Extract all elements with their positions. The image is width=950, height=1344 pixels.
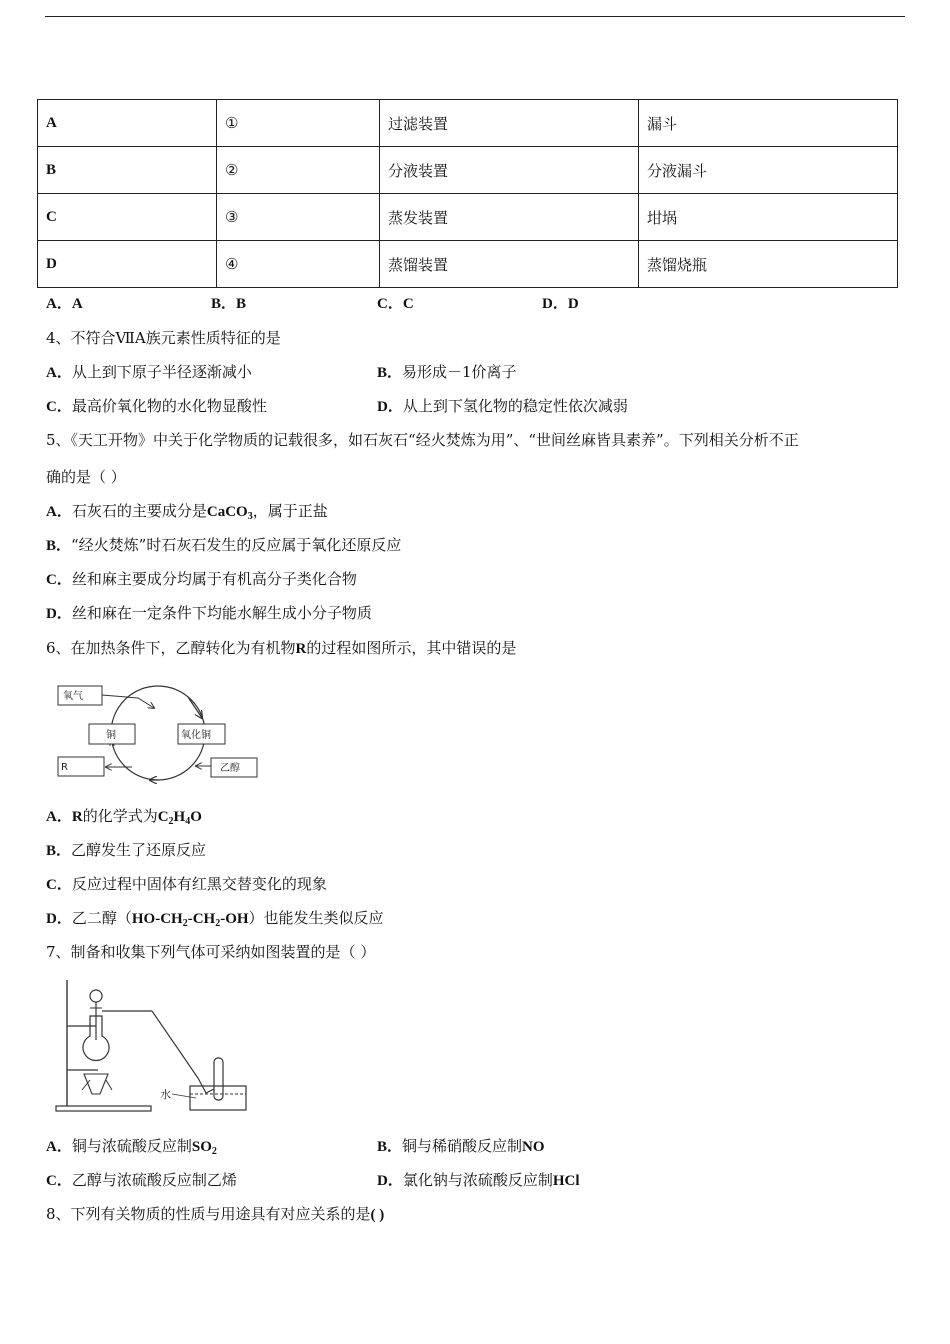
q7-d-pre: 氯化钠与浓硫酸反应制 xyxy=(402,1171,553,1189)
table-cell-key: D xyxy=(38,241,217,288)
q3-option-c[interactable]: C．C xyxy=(377,296,414,312)
q7-d-formula: HCl xyxy=(552,1173,580,1189)
delivery-tube xyxy=(152,1011,214,1093)
q8-stem xyxy=(46,1204,384,1225)
q6-a-c: C xyxy=(157,809,169,825)
options-table xyxy=(37,99,898,288)
funnel-bulb xyxy=(90,990,102,1002)
q6-d-f3: -OH xyxy=(220,911,249,927)
q5-option-a[interactable] xyxy=(46,501,328,522)
gas-apparatus-diagram xyxy=(48,978,263,1118)
q6-option-d[interactable] xyxy=(46,908,384,929)
table-cell-device: 蒸发装置 xyxy=(380,194,639,241)
q4-c-key: C． xyxy=(46,399,72,415)
q7-c-key: C． xyxy=(46,1173,72,1189)
q7-d-key: D． xyxy=(377,1173,403,1189)
q6-a-o: O xyxy=(190,809,202,825)
q6-b-key: B． xyxy=(46,843,72,859)
q4-option-b[interactable] xyxy=(377,362,517,383)
q8-stem-post: ( ) xyxy=(370,1207,385,1223)
q8-stem-pre: 8、下列有关物质的性质与用途具有对应关系的是 xyxy=(46,1205,371,1223)
water-trough xyxy=(190,1086,246,1110)
q6-d-s2: 2 xyxy=(215,918,221,929)
table-row xyxy=(38,100,898,147)
copper-oxide-label: 氧化铜 xyxy=(181,730,211,741)
q5-a-pre: 石灰石的主要成分是 xyxy=(71,502,207,520)
q4-d-text: 从上到下氢化物的稳定性依次减弱 xyxy=(402,397,628,415)
q6-stem-post: 的过程如图所示，其中错误的是 xyxy=(306,639,517,657)
table-cell-tool: 漏斗 xyxy=(639,100,898,147)
q7-a-key: A． xyxy=(46,1139,72,1155)
q6-a-c-sub: 2 xyxy=(168,816,174,827)
q5-b-key: B． xyxy=(46,538,72,554)
q7-option-d[interactable] xyxy=(377,1170,580,1191)
oxygen-label: 氧气 xyxy=(63,691,83,702)
q4-b-key: B． xyxy=(377,365,403,381)
q7-a-formula: SO xyxy=(191,1139,212,1155)
q7-option-b[interactable] xyxy=(377,1136,545,1157)
q6-stem xyxy=(46,638,516,659)
table-row xyxy=(38,241,898,288)
table-cell-key: C xyxy=(38,194,217,241)
q7-b-formula: NO xyxy=(522,1139,545,1155)
oxygen-arrow-icon xyxy=(102,695,154,708)
ethanol-cycle-diagram xyxy=(50,678,265,790)
q6-a-h: H xyxy=(173,809,186,825)
q5-b-text: “经火焚炼”时石灰石发生的反应属于氧化还原反应 xyxy=(71,536,402,554)
q6-stem-pre: 6、在加热条件下，乙醇转化为有机物 xyxy=(46,639,296,657)
q6-b-text: 乙醇发生了还原反应 xyxy=(71,841,207,859)
q6-c-key: C． xyxy=(46,877,72,893)
q6-a-h-sub: 4 xyxy=(185,816,191,827)
table-cell-num: ③ xyxy=(217,194,380,241)
q6-d-f2: -CH xyxy=(187,911,216,927)
q6-option-a[interactable] xyxy=(46,806,202,827)
q3-option-d[interactable]: D．D xyxy=(542,296,579,312)
q4-option-d[interactable] xyxy=(377,396,628,417)
q4-d-key: D． xyxy=(377,399,403,415)
q4-option-a[interactable] xyxy=(46,362,252,383)
q7-b-pre: 铜与稀硝酸反应制 xyxy=(402,1137,523,1155)
q4-b-text: 易形成－1价离子 xyxy=(402,363,517,381)
q5-option-b[interactable] xyxy=(46,535,401,556)
q4-a-text: 从上到下原子半径逐渐减小 xyxy=(71,363,252,381)
q6-d-key: D． xyxy=(46,911,72,927)
q7-c-text: 乙醇与浓硫酸反应制乙烯 xyxy=(71,1171,237,1189)
q6-d-f1: HO-CH xyxy=(131,911,183,927)
q5-option-d[interactable] xyxy=(46,603,372,624)
table-row xyxy=(38,194,898,241)
q6-option-c[interactable] xyxy=(46,874,327,895)
table-cell-key: A xyxy=(38,100,217,147)
table-cell-device: 蒸馏装置 xyxy=(380,241,639,288)
water-pointer xyxy=(172,1094,196,1098)
q6-c-text: 反应过程中固体有红黑交替变化的现象 xyxy=(71,875,327,893)
q6-option-b[interactable] xyxy=(46,840,206,861)
q6-d-post: ）也能发生类似反应 xyxy=(248,909,384,927)
q7-b-key: B． xyxy=(377,1139,403,1155)
table-cell-device: 过滤装置 xyxy=(380,100,639,147)
q5-a-post: ，属于正盐 xyxy=(252,502,328,520)
q5-c-key: C． xyxy=(46,572,72,588)
q5-stem-line1: 5、《天工开物》中关于化学物质的记载很多，如石灰石“经火焚炼为用”、“世间丝麻皆具素养”。下列相关分析不正 xyxy=(46,431,799,449)
r-label: R xyxy=(61,762,68,773)
q5-stem-line2: 确的是（ ） xyxy=(46,468,126,486)
q7-a-sub: 2 xyxy=(211,1146,217,1157)
q4-option-c[interactable] xyxy=(46,396,267,417)
q7-a-pre: 铜与浓硫酸反应制 xyxy=(71,1137,192,1155)
q4-c-text: 最高价氧化物的水化物显酸性 xyxy=(71,397,267,415)
q4-a-key: A． xyxy=(46,365,72,381)
q3-option-a[interactable]: A．A xyxy=(46,296,83,312)
q6-a-mid: 的化学式为 xyxy=(82,807,158,825)
table-cell-device: 分液装置 xyxy=(380,147,639,194)
q4-stem: 4、不符合ⅦA族元素性质特征的是 xyxy=(46,329,281,347)
table-cell-tool: 蒸馏烧瓶 xyxy=(639,241,898,288)
q7-option-c[interactable] xyxy=(46,1170,237,1191)
q5-a-formula: CaCO xyxy=(206,504,248,520)
table-cell-num: ② xyxy=(217,147,380,194)
burner xyxy=(84,1074,108,1094)
q5-c-text: 丝和麻主要成分均属于有机高分子类化合物 xyxy=(71,570,357,588)
cycle-arrow-icon xyxy=(188,697,202,718)
table-cell-key: B xyxy=(38,147,217,194)
header-rule xyxy=(45,16,905,17)
q7-option-a[interactable] xyxy=(46,1136,217,1157)
table-row xyxy=(38,147,898,194)
table-cell-tool: 分液漏斗 xyxy=(639,147,898,194)
q5-d-text: 丝和麻在一定条件下均能水解生成小分子物质 xyxy=(71,604,372,622)
q5-option-c[interactable] xyxy=(46,569,357,590)
q5-a-key: A． xyxy=(46,504,72,520)
q6-a-key: A． xyxy=(46,809,72,825)
q3-option-b[interactable]: B．B xyxy=(211,296,247,312)
table-cell-num: ④ xyxy=(217,241,380,288)
table-cell-tool: 坩埚 xyxy=(639,194,898,241)
table-cell-num: ① xyxy=(217,100,380,147)
water-label: 水 xyxy=(160,1088,171,1101)
q6-d-s1: 2 xyxy=(182,918,188,929)
q5-d-key: D． xyxy=(46,606,72,622)
q6-d-pre: 乙二醇（ xyxy=(71,909,132,927)
stand-base xyxy=(56,1106,151,1111)
q6-stem-r: R xyxy=(295,641,307,657)
ethanol-label: 乙醇 xyxy=(220,763,240,774)
copper-label: 铜 xyxy=(106,730,116,741)
q7-stem: 7、制备和收集下列气体可采纳如图装置的是（ ） xyxy=(46,943,376,961)
q5-a-sub: 3 xyxy=(247,511,253,522)
q6-a-r: R xyxy=(71,809,83,825)
